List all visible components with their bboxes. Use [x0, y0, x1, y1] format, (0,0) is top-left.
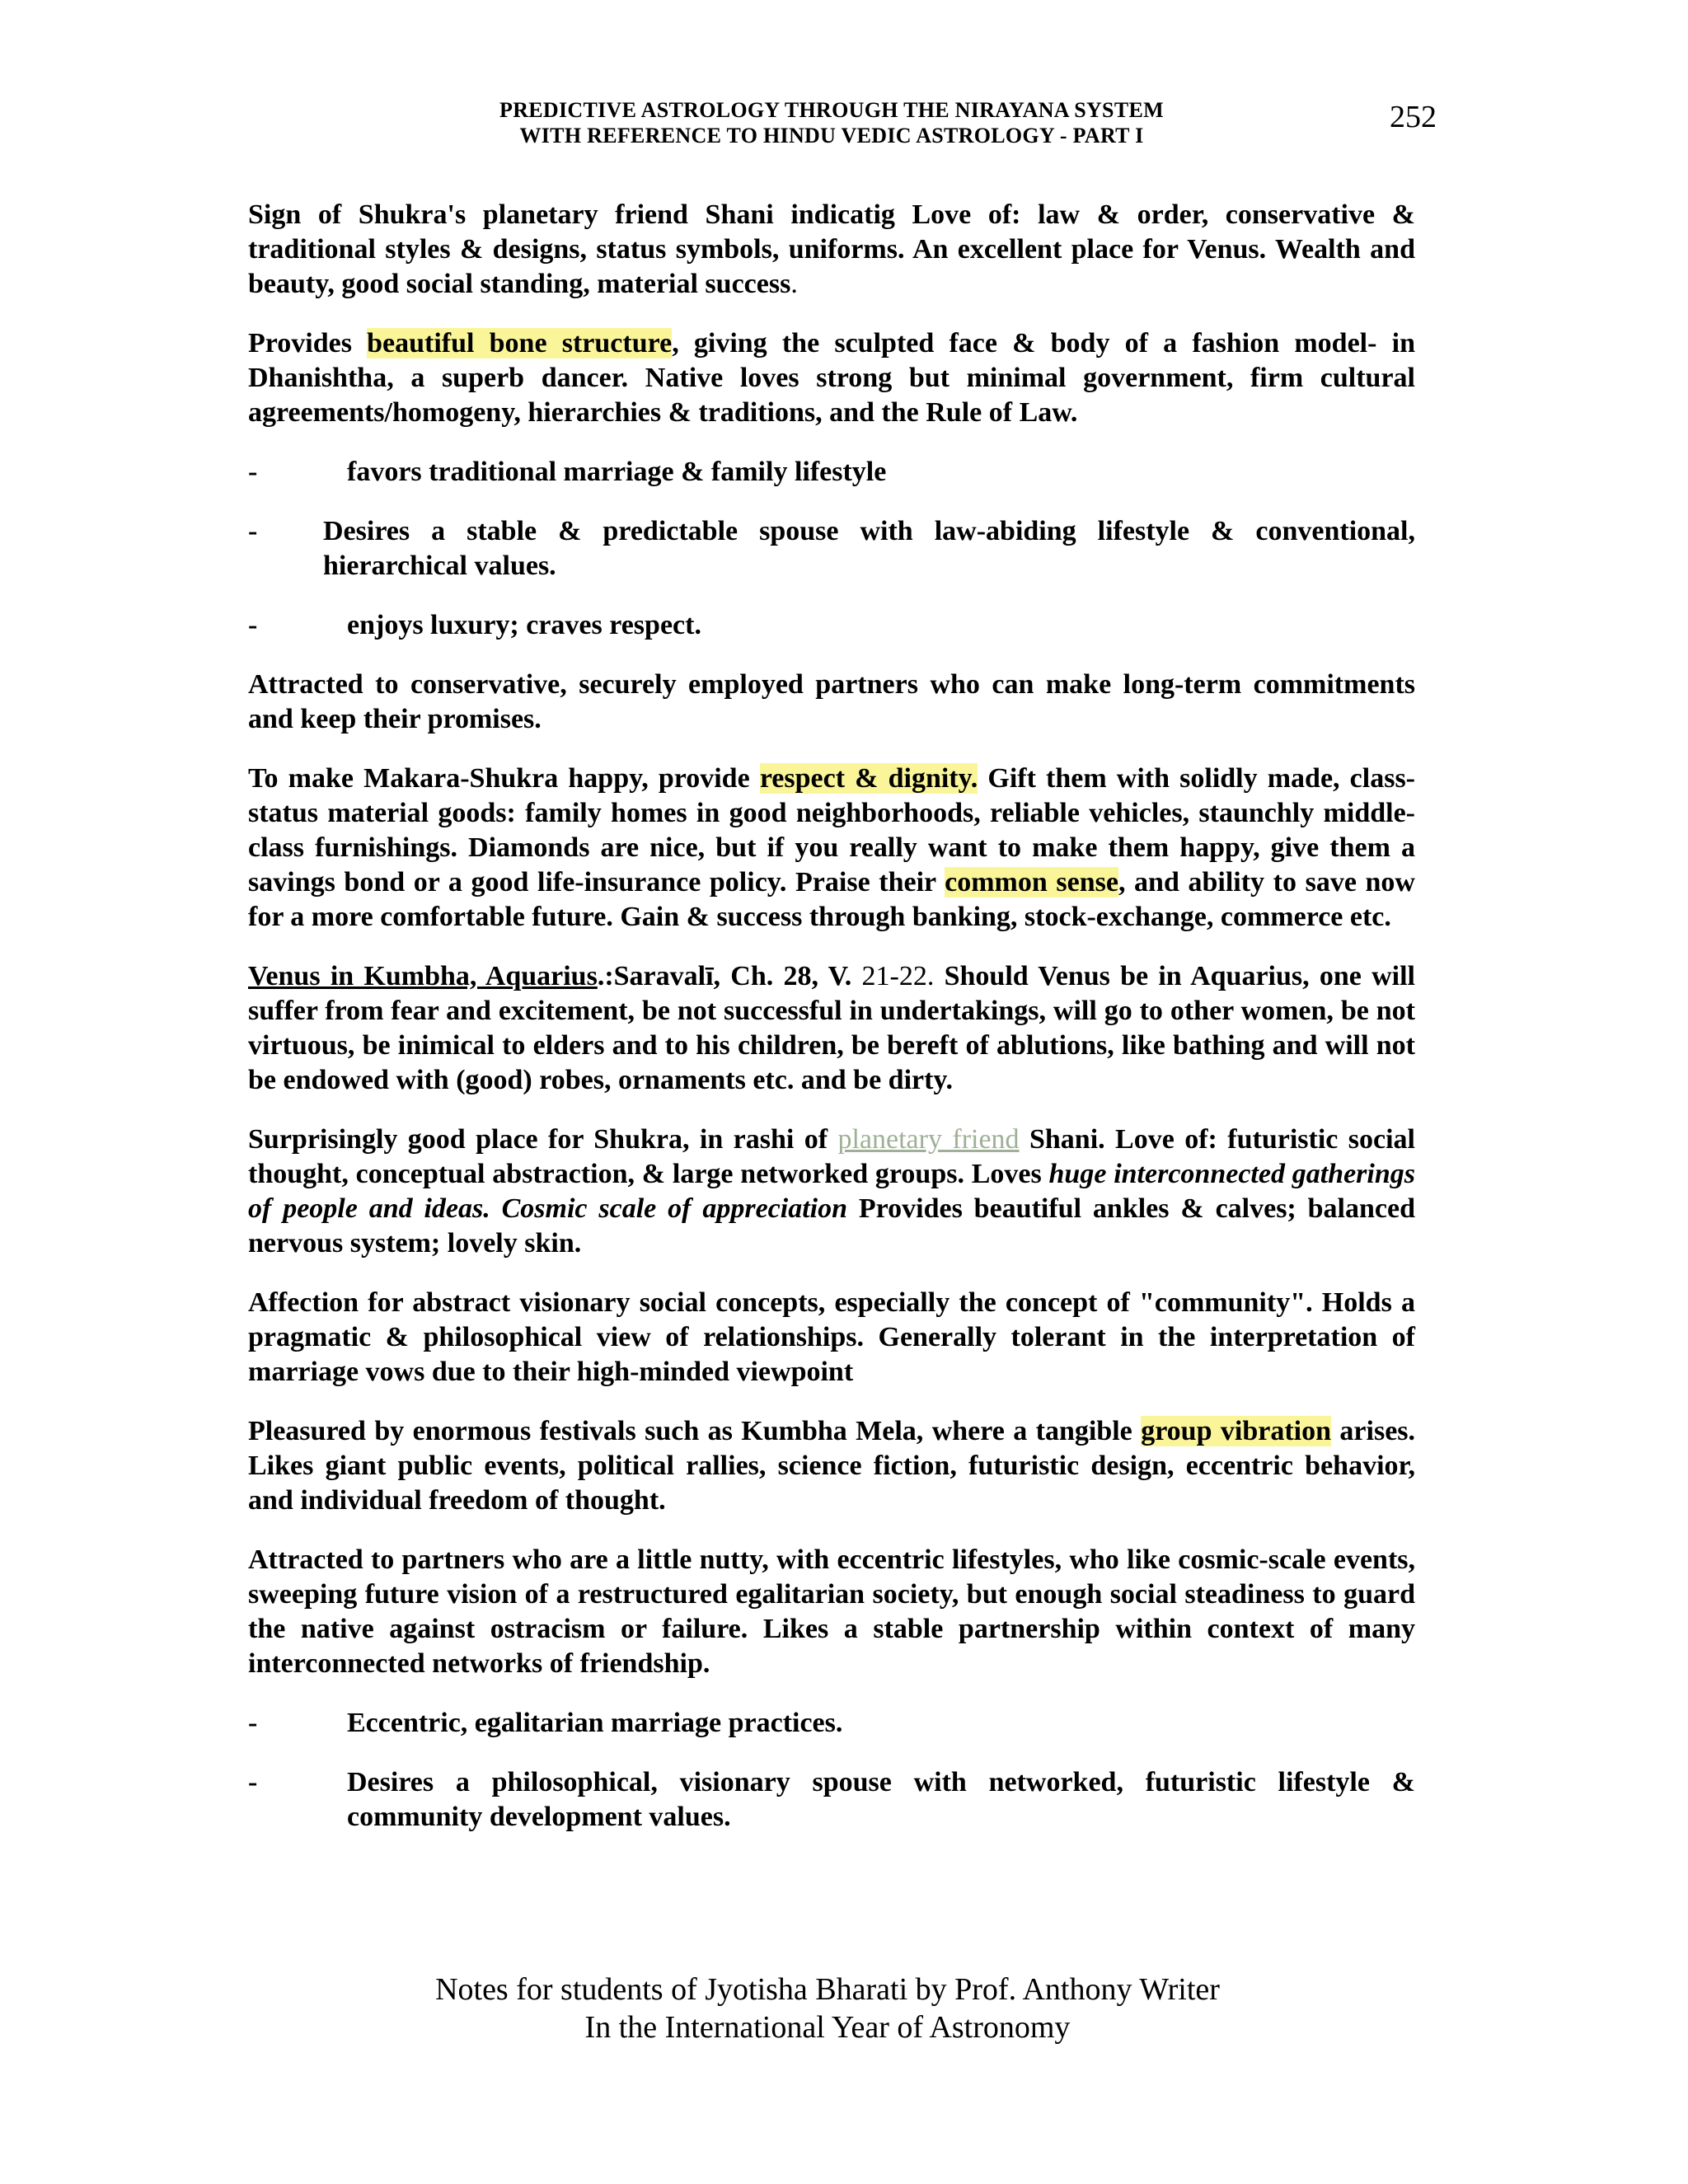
paragraph-makara-shukra: To make Makara-Shukra happy, provide respect & dignity. Gift them with solidly made, class-status material goods: family homes in good neighborhoods, reliable vehicles, staunchly middle-class furnishings. Diamonds are nice, but if you really want to make them happy, give them a savings bond or a good life-insurance policy. Praise their common sense, and ability to save now for a more comfortable future. Gain & success through banking, stock-exchange, commerce etc. [248, 763, 1416, 932]
footer-line-2: In the International Year of Astronomy [584, 2010, 1071, 2045]
bullet-dash: - [248, 1767, 258, 1797]
highlight-respect-dignity: respect & dignity. [759, 763, 978, 794]
link-planetary-friend[interactable]: planetary friend [837, 1124, 1020, 1155]
list-item: - Desires a philosophical, visionary spouse with networked, futuristic lifestyle & community development values. [248, 1767, 1415, 1832]
paragraph-attracted-conservative: Attracted to conservative, securely employed partners who can make long-term commitments and keep their promises. [248, 669, 1415, 734]
list-item: - enjoys luxury; craves respect. [248, 608, 1415, 643]
bullet-dash: - [248, 1708, 258, 1738]
paragraph-bone-structure: Provides beautiful bone structure, giving the sculpted face & body of a fashion model- in Dhanishtha, a superb dancer. Native loves strong but minimal government, firm cultural agreements/homogeny, hierarchies & traditions, and the Rule of Law. [248, 328, 1415, 428]
list-item: - Eccentric, egalitarian marriage practices. [248, 1706, 1415, 1741]
bullet-dash: - [248, 610, 258, 640]
section-heading-venus-kumbha: Venus in Kumbha, Aquarius [248, 961, 598, 991]
paragraph-affection: Affection for abstract visionary social concepts, especially the concept of "community". Holds a pragmatic & philosophical view of relationships. Generally tolerant in the interpretation of marriage vows due to their high-minded viewpoint [248, 1287, 1415, 1387]
header-line-2: WITH REFERENCE TO HINDU VEDIC ASTROLOGY - PART I [519, 124, 1144, 148]
list-item: - favors traditional marriage & family lifestyle [248, 455, 1415, 490]
paragraph-shukra-kumbha: Surprisingly good place for Shukra, in rashi of planetary friend Shani. Love of: futuristic social thought, conceptual abstraction, & large networked groups. Loves huge interconnected gatherings of people and ideas. Cosmic scale of appreciation Provides beautiful ankles & calves; balanced nervous system; lovely skin. [248, 1124, 1415, 1258]
paragraph-attracted-eccentric: Attracted to partners who are a little nutty, with eccentric lifestyles, who like cosmic-scale events, sweeping future vision of a restructured egalitarian society, but enough social steadiness to guard the native against ostracism or failure. Likes a stable partnership within context of many interconnected networks of friendship. [248, 1544, 1415, 1679]
paragraph-kumbha-mela: Pleasured by enormous festivals such as Kumbha Mela, where a tangible group vibration arises. Likes giant public events, political rallies, science fiction, futuristic design, eccentric behavior, and individual freedom of thought. [248, 1416, 1416, 1516]
footer-line-1: Notes for students of Jyotisha Bharati by Prof. Anthony Writer [435, 1972, 1220, 2007]
highlight-group-vibration: group vibration [1141, 1416, 1332, 1446]
paragraph-venus-kumbha: Venus in Kumbha, Aquarius.:Saravalī, Ch. 28, V. 21-22. Should Venus be in Aquarius, one will suffer from fear and excitement, be not successful in undertakings, will go to other women, be not virtuous, be inimical to elders and to his children, be bereft of ablutions, like bathing and will not be endowed with (good) robes, ornaments etc. and be dirty. [248, 961, 1416, 1095]
list-item: - Desires a stable & predictable spouse with law-abiding lifestyle & conventional, hierarchical values. [248, 516, 1415, 581]
highlight-common-sense: common sense [945, 867, 1118, 898]
bullet-dash: - [248, 457, 258, 487]
highlight-bone-structure: beautiful bone structure [367, 328, 673, 359]
bullet-dash: - [248, 516, 258, 546]
paragraph-shukra-shani: Sign of Shukra's planetary friend Shani indicatig Love of: law & order, conservative & traditional styles & designs, status symbols, uniforms. An excellent place for Venus. Wealth and beauty, good social standing, material success. [248, 199, 1415, 299]
page-number: 252 [1390, 100, 1437, 134]
document-body [248, 198, 1415, 1859]
page-footer [0, 1971, 1688, 2046]
header-line-1: PREDICTIVE ASTROLOGY THROUGH THE NIRAYANA SYSTEM [499, 98, 1164, 122]
